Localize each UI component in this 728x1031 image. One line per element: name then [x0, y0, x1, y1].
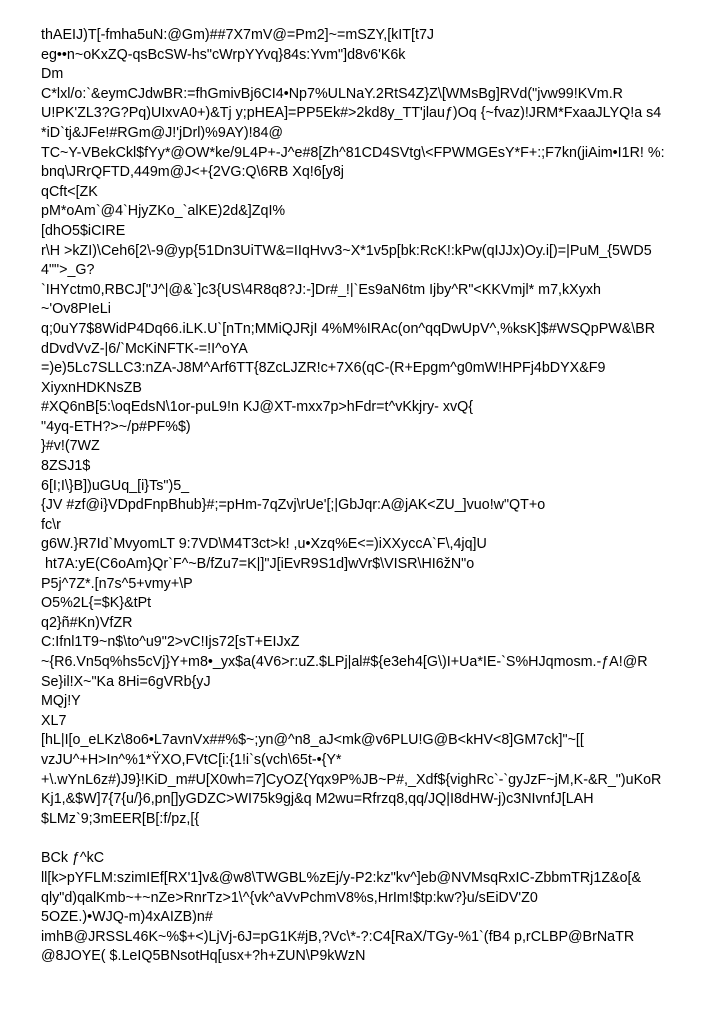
text-line: ~'Ov8PIeLi — [41, 301, 111, 318]
text-line: @8JOYE( $.LeIQ5BNsotHq[usx+?h+ZUN\P9kWzN — [41, 948, 366, 965]
text-line: "4yq-ETH?>~/p#PF%$) — [41, 418, 191, 435]
text-line: `IHYctm0,RBCJ["J^|@&`]c3{US\4R8q8?J:-]Dr#_!|`Es9aN6tm Ijby^R"<KKVmjl* m7,kXyxh — [41, 281, 601, 298]
text-line: fc\r — [41, 516, 61, 533]
text-line: dDvdVvZ-|6/`McKiNFTK-=!I^oYA — [41, 340, 248, 357]
text-line: O5%2L{=$K}&tPt — [41, 595, 152, 612]
text-line: U!PK'ZL3?G?Pq)UIxvA0+)&Tj y;pHEA]=PP5Ek#>2kd8y_TT'jlauƒ)Oq {~fvaz)!JRM*FxaaJLYQ!a s4 — [41, 105, 662, 122]
text-line: Se}il!X~"Ka 8Hi=6gVRb{yJ — [41, 673, 211, 690]
text-line: #XQ6nB[5:\oqEdsN\1or-puL9!n KJ@XT-mxx7p>hFdr=t^vKkjry- xvQ{ — [41, 399, 474, 416]
text-line: qly"d)qalKmb~+~nZe>RnrTz>1\^{vk^aVvPchmV8%s,HrIm!$tp:kw?}u/sEiDV'Z0 — [41, 889, 538, 906]
text-line: 5OZE.)•WJQ-m)4xAIZB)n# — [41, 909, 213, 926]
text-line: *iD`tj&JFe!#RGm@J!'jDrl)%9AY)!84@ — [41, 124, 284, 141]
text-line: ll[k>pYFLM:szimIEf[RX'1]v&@w8\TWGBL%zEj/y-P2:kz"kv^]eb@NVMsqRxIC-ZbbmTRj1Z&o[& — [41, 869, 642, 886]
text-line: =)e)5Lc7SLLC3:nZA-J8M^Arf6TT{8ZcLJZR!c+7X6(qC-(R+Epgm^g0mW!HPFj4bDYX&F9 — [41, 360, 606, 377]
text-line: TC~Y-VBekCkl$fYy*@OW*ke/9L4P+-J^e#8[Zh^81CD4SVtg\<FPWMGEsY*F+:;F7kn(jiAim•I1R! %: — [41, 144, 665, 161]
text-line: BCk ƒ^kC — [41, 850, 105, 867]
text-line: XiyxnHDKNsZB — [41, 379, 142, 396]
text-line: MQj!Y — [41, 693, 81, 710]
text-line: XL7 — [41, 712, 67, 729]
text-line: 4"">_G? — [41, 262, 95, 279]
text-line: bnq\JRrQFTD,449m@J<+{2VG:Q\6RB Xq!6[y8j — [41, 164, 344, 181]
text-line: ~{R6.Vn5q%hs5cVj}Y+m8•_yx$a(4V6>r:uZ.$LPj|al#${e3eh4[G\)I+Ua*IE-`S%HJqmosm.-ƒA!@R — [41, 654, 648, 670]
text-line: $LMz`9;3mEER[B[:f/pz,[{ — [41, 810, 200, 827]
text-line: g6W.}R7Id`MvyomLT 9:7VD\M4T3ct>k! ,u•Xzq%E<=)iXXyccA`F\,4jq]U — [41, 536, 487, 553]
text-line: 8ZSJ1$ — [41, 458, 91, 475]
text-line: pM*oAm`@4`HjyZKo_`alKE)2d&]ZqI% — [41, 203, 286, 220]
text-line: Kj1,&$W]7{7{u/}6,pn[]yGDZC>WI75k9gj&q M2wu=Rfrzq8,qq/JQ|I8dHW-j)c3NIvnfJ[LAH — [41, 791, 594, 808]
text-line: q;0uY7$8WidP4Dq66.iLK.U`[nTn;MMiQJRjI 4%M%IRAc(on^qqDwUpV^,%ksK]$#WSQpPW&\BR — [41, 320, 656, 337]
text-line: imhB@JRSSL46K~%$+<)LjVj-6J=pG1K#jB,?Vc\*-?:C4[RaX/TGy-%1`(fB4 p,rCLBP@BrNaTR — [41, 928, 635, 945]
text-line: 6[I;I\}B])uGUq_[i}Ts")5_ — [41, 477, 190, 494]
text-line: C:Ifnl1T9~n$\to^u9"2>vC!Ijs72[sT+EIJxZ — [41, 634, 300, 651]
text-line: thAEIJ)T[-fmha5uN:@Gm)##7X7mV@=Pm2]~=mSZY,[kIT[t7J — [41, 27, 435, 43]
text-line: P5j^7Z*.[n7s^5+vmy+\P — [41, 575, 193, 592]
text-line: {JV #zf@i}VDpdFnpBhub}#;=pHm-7qZvj\rUe'[;|GbJqr:A@jAK<ZU_]vuo!w"QT+o — [41, 497, 546, 514]
text-line: q2}ñ#Kn)VfZR — [41, 614, 133, 631]
text-line: +\.wYnL6z#)J9}!KiD_m#U[X0wh=7]CyOZ{Yqx9P%JB~P#,_Xdf${vighRc`-`gyJzF~jM,K-&R_")uKoR — [41, 771, 662, 788]
text-line: }#v!(7WZ — [41, 438, 100, 455]
text-line: r\H >kZI)\Ceh6[2\-9@yp{51Dn3UiTW&=IIqHvv3~X*1v5p[bk:RcK!:kPw(qIJJx)Oy.i[)=|PuM_{5WD5 — [41, 242, 652, 259]
text-line: C*lxl/o:`&eymCJdwBR:=fhGmivBj6CI4•Np7%ULNaY.2RtS4Z}Z\[WMsBg]RVd("jvw99!KVm.R — [41, 85, 623, 102]
text-line: ht7A:yE(C6oAm}Qr`F^~B/fZu7=K|]"J[iEvR9S1d]wVr$\VISR\HI6žN"o — [41, 556, 475, 573]
text-line: vzJU^+H>In^%1*ŸXO,FVtC[i:{1!i`s(vch\65t-•{Y* — [41, 751, 342, 768]
paragraph-gap — [41, 829, 688, 849]
text-line: Dm — [41, 66, 64, 83]
text-line: eg••n~oKxZQ-qsBcSW-hs"cWrpYYvq}84s:Yvm"]d8v6'K6k — [41, 46, 406, 63]
text-line: [hL|I[o_eLKz\8o6•L7avnVx##%$~;yn@^n8_aJ<mk@v6PLU!G@B<kHV<8]GM7ck]"~[[ — [41, 732, 584, 749]
text-line: [dhO5$iCIRE — [41, 222, 126, 239]
text-line: qCft<[ZK — [41, 183, 98, 200]
